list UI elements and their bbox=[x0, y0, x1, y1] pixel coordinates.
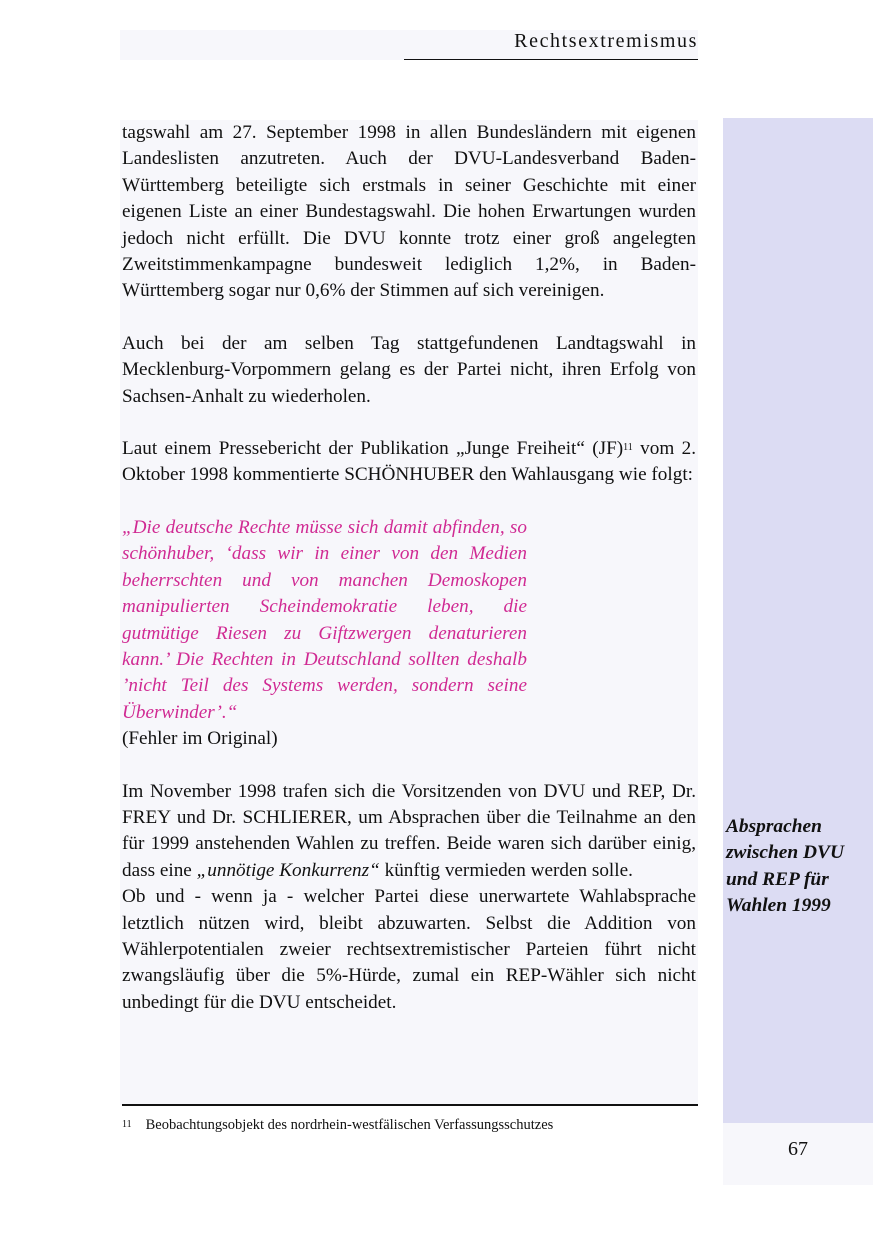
footnote-text: Beobachtungsobjekt des nordrhein-westfälischen Verfassungsschutzes bbox=[145, 1117, 554, 1133]
margin-note bbox=[726, 814, 866, 920]
paragraph-4 bbox=[122, 779, 696, 885]
margin-note-line: zwischen DVU bbox=[726, 842, 844, 864]
margin-note-line: Absprachen bbox=[726, 816, 822, 837]
paragraph-1: tagswahl am 27. September 1998 in allen Bundesländern mit eigenen Landeslisten anzutreten. Auch der DVU-Landesverband Baden-Württemberg beteiligte sich erstmals in seiner Geschichte mit einer eigenen Liste an einer Bundestagswahl. Die hohen Erwartungen wurden jedoch nicht erfüllt. Die DVU konnte trotz einer groß angelegten Zweitstimmenkampagne bundesweit lediglich 1,2%, in Baden-Württemberg sogar nur 0,6% der Stimmen auf sich vereinigen. bbox=[122, 122, 696, 302]
paragraph-gap bbox=[122, 753, 696, 779]
paragraph-4-end: künftig vermieden werden solle. bbox=[379, 859, 633, 881]
block-quote: „Die deutsche Rechte müsse sich damit abfinden, so schönhuber, ‘dass wir in einer von den Medien beherrschten und von manchen Demoskopen manipulierten Scheindemokratie leben, die gutmütige Riesen zu Giftzwergen denaturieren kann.’ Die Rechten in Deutschland sollten deshalb ’nicht Teil des Systems werden, sondern seine Überwinder’.“ bbox=[122, 516, 527, 723]
quote-note: (Fehler im Original) bbox=[122, 728, 278, 750]
paragraph-gap bbox=[122, 410, 696, 436]
margin-note-line: Wahlen 1999 bbox=[726, 895, 831, 917]
footnote-marker: 11 bbox=[122, 1119, 132, 1130]
page-number: 67 bbox=[788, 1138, 808, 1160]
paragraph-gap bbox=[122, 305, 696, 331]
footnote bbox=[122, 1116, 698, 1134]
paragraph-3 bbox=[122, 436, 696, 489]
paragraph-2: Auch bei der am selben Tag stattgefundenen Landtagswahl in Mecklenburg-Vorpommern gelang es der Partei nicht, ihren Erfolg von Sachsen-Anhalt zu wiederholen. bbox=[122, 332, 696, 407]
paragraph-5: Ob und - wenn ja - welcher Partei diese unerwartete Wahlabsprache letztlich nützen wird, bleibt abzuwarten. Selbst die Addition von Wählerpotentialen zweier rechtsextremistischer Parteien führt nicht zwangsläufig über die 5%-Hürde, zumal ein REP-Wähler sich nicht unbedingt für die DVU entscheidet. bbox=[122, 886, 696, 1013]
paragraph-4-start: Im November 1998 trafen sich die Vorsitzenden von DVU und REP, Dr. FREY und Dr. SCHLIERER, um Absprachen über die Teilnahme an den für 1999 anstehenden Wahlen zu treffen. Beide waren sich darüber einig, dass eine bbox=[122, 780, 696, 881]
margin-column bbox=[723, 118, 873, 1123]
header-rule bbox=[404, 59, 698, 60]
paragraph-3-end: vom 2. Oktober 1998 kommentierte SCHÖNHUBER den Wahlausgang wie folgt: bbox=[122, 438, 696, 486]
footnote-rule bbox=[122, 1104, 698, 1106]
margin-note-line: und REP für bbox=[726, 868, 829, 890]
paragraph-gap bbox=[122, 489, 696, 515]
paragraph-3-start: Laut einem Pressebericht der Publikation „Junge Freiheit“ (JF) bbox=[122, 438, 624, 460]
running-title: Rechtsextremismus bbox=[514, 30, 698, 52]
main-text bbox=[122, 120, 696, 1016]
footnote-reference: 11 bbox=[623, 442, 633, 454]
paragraph-4-emphasis: „unnötige Konkurrenz“ bbox=[196, 859, 380, 881]
